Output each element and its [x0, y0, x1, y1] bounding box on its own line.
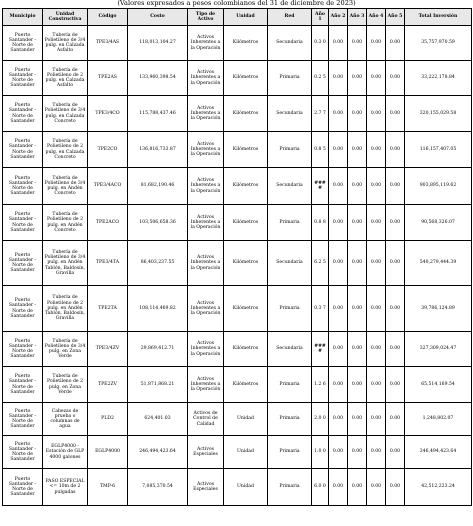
cell-municipio: Puerto Santander - Norte de Santander — [3, 403, 43, 436]
table-row — [3, 205, 472, 241]
cell-costo: 624,401.03 — [128, 403, 188, 436]
cell-ano-4: 0.00 — [367, 61, 386, 96]
header-unidad-constructiva: Unidad Constructiva — [43, 9, 88, 26]
cell-ano-4: 0.00 — [367, 96, 386, 132]
cell-unidad-constructiva: Tubería de Polietileno de 3/4 pulg. en Andén Tablón, Baldosín, Gravilla — [43, 241, 88, 286]
cell-total-inversion: 65,514,169.54 — [405, 367, 472, 403]
cell-tipo-activo: Activos Inherentes a la Operación — [188, 367, 224, 403]
header-codigo: Código — [88, 9, 128, 26]
cell-ano-2: 0.00 — [329, 469, 348, 506]
cell-tipo-activo: Activos Inherentes a la Operación — [188, 61, 224, 96]
table-row — [3, 132, 472, 168]
cell-total-inversion: 246,494,423.64 — [405, 436, 472, 469]
cell-municipio: Puerto Santander - Norte de Santander — [3, 469, 43, 506]
header-tipo-activo: Tipo de Activo — [188, 9, 224, 26]
cell-unidad-constructiva: Tubería de Polietileno de 3/4 pulg. en Calzada Asfalto — [43, 26, 88, 61]
cell-municipio: Puerto Santander - Norte de Santander — [3, 436, 43, 469]
cell-costo: 108,114,469.82 — [128, 286, 188, 332]
cell-ano-1: 2.0 0 — [312, 403, 329, 436]
cell-unidad: Kilómetros — [224, 96, 268, 132]
cell-ano-3: 0.00 — [348, 367, 367, 403]
cell-ano-2: 0.00 — [329, 26, 348, 61]
table-row — [3, 286, 472, 332]
cell-unidad-constructiva: PASO ESPECIAL <= 10m de 2 pulgadas — [43, 469, 88, 506]
header-ano-2: Año 2 — [329, 9, 348, 26]
cell-unidad: Kilómetros — [224, 205, 268, 241]
cell-red: Primaria — [268, 367, 312, 403]
cell-total-inversion: 116,157,407.05 — [405, 132, 472, 168]
header-row — [3, 9, 472, 26]
header-ano-3: Año 3 — [348, 9, 367, 26]
cell-ano-4: 0.00 — [367, 469, 386, 506]
cell-tipo-activo: Activos Inherentes a la Operación — [188, 205, 224, 241]
cell-ano-5: 0.00 — [386, 205, 405, 241]
cell-ano-2: 0.00 — [329, 367, 348, 403]
cell-total-inversion: 903,895,119.62 — [405, 168, 472, 205]
table-body — [3, 26, 472, 506]
cell-codigo: PLD2 — [88, 403, 128, 436]
cell-ano-5: 0.00 — [386, 332, 405, 367]
cell-ano-5: 0.00 — [386, 241, 405, 286]
cell-ano-4: 0.00 — [367, 26, 386, 61]
cell-unidad-constructiva: Tubería de Polietileno de 3/4 pulg. en Andén Concreto — [43, 168, 88, 205]
cell-total-inversion: 540,279,444.39 — [405, 241, 472, 286]
cell-ano-4: 0.00 — [367, 403, 386, 436]
cell-ano-2: 0.00 — [329, 241, 348, 286]
cell-municipio: Puerto Santander - Norte de Santander — [3, 26, 43, 61]
cell-ano-1: 6.2 5 — [312, 241, 329, 286]
table-row — [3, 96, 472, 132]
cell-unidad: Kilómetros — [224, 286, 268, 332]
cell-ano-4: 0.00 — [367, 286, 386, 332]
cell-total-inversion: 90,568,326.07 — [405, 205, 472, 241]
cell-codigo: TPE3/4ZV — [88, 332, 128, 367]
cell-codigo: TPE3/4ACO — [88, 168, 128, 205]
cell-codigo: EGLP4000 — [88, 436, 128, 469]
cell-ano-1: ### # — [312, 168, 329, 205]
cell-costo: 7,085,370.54 — [128, 469, 188, 506]
cell-ano-3: 0.00 — [348, 168, 367, 205]
table-row — [3, 168, 472, 205]
cell-municipio: Puerto Santander - Norte de Santander — [3, 205, 43, 241]
table-row — [3, 61, 472, 96]
cell-ano-2: 0.00 — [329, 132, 348, 168]
cell-ano-4: 0.00 — [367, 436, 386, 469]
cell-tipo-activo: Activos Inherentes a la Operación — [188, 132, 224, 168]
cell-ano-3: 0.00 — [348, 436, 367, 469]
cell-codigo: TPE3/4TA — [88, 241, 128, 286]
cell-total-inversion: 1,248,802.07 — [405, 403, 472, 436]
table-row — [3, 436, 472, 469]
cell-municipio: Puerto Santander - Norte de Santander — [3, 332, 43, 367]
cell-municipio: Puerto Santander - Norte de Santander — [3, 286, 43, 332]
cell-codigo: TPE2CO — [88, 132, 128, 168]
cell-codigo: TPE2ACO — [88, 205, 128, 241]
cell-ano-3: 0.00 — [348, 332, 367, 367]
cell-ano-4: 0.00 — [367, 168, 386, 205]
cell-ano-5: 0.00 — [386, 26, 405, 61]
cell-ano-1: 0.8 8 — [312, 205, 329, 241]
cell-tipo-activo: Activos Inherentes a la Operación — [188, 241, 224, 286]
cell-unidad: Kilómetros — [224, 61, 268, 96]
cell-ano-4: 0.00 — [367, 332, 386, 367]
cell-ano-5: 0.00 — [386, 436, 405, 469]
cell-codigo: TPE2AS — [88, 61, 128, 96]
cell-municipio: Puerto Santander - Norte de Santander — [3, 61, 43, 96]
table-caption: (Valores expresados a pesos colombianos del 31 de diciembre de 2023) — [117, 0, 356, 7]
cell-ano-3: 0.00 — [348, 286, 367, 332]
header-ano-5: Año 5 — [386, 9, 405, 26]
cell-unidad: Kilómetros — [224, 132, 268, 168]
table-row — [3, 26, 472, 61]
cell-ano-1: 0.8 5 — [312, 132, 329, 168]
cell-ano-3: 0.00 — [348, 61, 367, 96]
header-ano-4: Año 4 — [367, 9, 386, 26]
table-row — [3, 332, 472, 367]
cell-ano-2: 0.00 — [329, 332, 348, 367]
cell-red: Primaria — [268, 132, 312, 168]
header-red: Red — [268, 9, 312, 26]
cell-unidad: Kilómetros — [224, 332, 268, 367]
cell-ano-5: 0.00 — [386, 403, 405, 436]
cell-codigo: TPE3/4CO — [88, 96, 128, 132]
cell-red: Primaria — [268, 286, 312, 332]
cell-unidad-constructiva: Tubería de Polietileno de 3/4 pulg. en Calzada Concreto — [43, 96, 88, 132]
cell-ano-1: 0.2 5 — [312, 61, 329, 96]
cell-ano-3: 0.00 — [348, 96, 367, 132]
cell-unidad-constructiva: Tubería de Polietileno de 2 pulg. en Andén Tablón, Baldosín, Gravilla — [43, 286, 88, 332]
cell-unidad: Kilómetros — [224, 367, 268, 403]
cell-ano-4: 0.00 — [367, 132, 386, 168]
cell-costo: 246,494,423.64 — [128, 436, 188, 469]
cell-ano-4: 0.00 — [367, 367, 386, 403]
cell-costo: 103,506,658.36 — [128, 205, 188, 241]
cell-unidad-constructiva: Tubería de Polietileno de 2 pulg. en Zona Verde — [43, 367, 88, 403]
cell-ano-5: 0.00 — [386, 367, 405, 403]
cell-ano-2: 0.00 — [329, 436, 348, 469]
header-costo: Costo — [128, 9, 188, 26]
cell-ano-1: 0.3 0 — [312, 26, 329, 61]
cell-ano-2: 0.00 — [329, 403, 348, 436]
cell-unidad: Kilómetros — [224, 241, 268, 286]
cell-ano-3: 0.00 — [348, 132, 367, 168]
cell-ano-3: 0.00 — [348, 403, 367, 436]
cell-red: Primaria — [268, 403, 312, 436]
table-row — [3, 367, 472, 403]
header-ano-1: Año 1 — [312, 9, 329, 26]
cell-ano-5: 0.00 — [386, 286, 405, 332]
cell-total-inversion: 39,786,124.89 — [405, 286, 472, 332]
cell-ano-1: 2.7 7 — [312, 96, 329, 132]
cell-ano-2: 0.00 — [329, 96, 348, 132]
cell-ano-2: 0.00 — [329, 286, 348, 332]
cell-red: Secundaria — [268, 168, 312, 205]
cell-codigo: TPE3/4AS — [88, 26, 128, 61]
cell-municipio: Puerto Santander - Norte de Santander — [3, 96, 43, 132]
cell-red: Secundaria — [268, 96, 312, 132]
cell-red: Secundaria — [268, 241, 312, 286]
cell-red: Primaria — [268, 61, 312, 96]
cell-municipio: Puerto Santander - Norte de Santander — [3, 367, 43, 403]
header-total-inversion: Total Inversión — [405, 9, 472, 26]
cell-unidad: Unidad — [224, 403, 268, 436]
cell-unidad-constructiva: Tubería de Polietileno de 2 pulg. en Calzada Asfalto — [43, 61, 88, 96]
cell-ano-5: 0.00 — [386, 96, 405, 132]
cell-ano-2: 0.00 — [329, 61, 348, 96]
cell-tipo-activo: Activos Especiales — [188, 469, 224, 506]
cell-total-inversion: 320,155,029.58 — [405, 96, 472, 132]
cell-ano-5: 0.00 — [386, 61, 405, 96]
header-unidad: Unidad — [224, 9, 268, 26]
cell-unidad-constructiva: Cabezas de prueba o columnas de agua — [43, 403, 88, 436]
cell-ano-5: 0.00 — [386, 469, 405, 506]
cell-costo: 133,960,398.54 — [128, 61, 188, 96]
cell-costo: 115,788,437.46 — [128, 96, 188, 132]
cell-red: Secundaria — [268, 26, 312, 61]
cell-tipo-activo: Activos Inherentes a la Operación — [188, 96, 224, 132]
cell-ano-5: 0.00 — [386, 132, 405, 168]
cell-tipo-activo: Activos Inherentes a la Operación — [188, 168, 224, 205]
investment-table — [2, 8, 472, 506]
cell-unidad-constructiva: Tubería de Polietileno de 3/4 pulg. en Zona Verde — [43, 332, 88, 367]
table-row — [3, 241, 472, 286]
cell-costo: 81,682,190.46 — [128, 168, 188, 205]
cell-costo: 118,013,104.27 — [128, 26, 188, 61]
cell-red: Primaria — [268, 205, 312, 241]
cell-costo: 86,403,237.55 — [128, 241, 188, 286]
cell-unidad: Kilómetros — [224, 26, 268, 61]
cell-costo: 51,871,868.21 — [128, 367, 188, 403]
header-municipio: Municipio — [3, 9, 43, 26]
cell-unidad: Kilómetros — [224, 168, 268, 205]
cell-total-inversion: 327,309,024.47 — [405, 332, 472, 367]
cell-ano-1: 0.3 7 — [312, 286, 329, 332]
cell-total-inversion: 35,757,970.59 — [405, 26, 472, 61]
cell-ano-2: 0.00 — [329, 168, 348, 205]
cell-costo: 136,816,733.87 — [128, 132, 188, 168]
cell-codigo: TPE2TA — [88, 286, 128, 332]
cell-tipo-activo: Activos Especiales — [188, 436, 224, 469]
cell-unidad-constructiva: Tubería de Polietileno de 2 pulg. en Andén Concreto — [43, 205, 88, 241]
cell-ano-1: 1.0 0 — [312, 436, 329, 469]
cell-ano-1: 6.0 0 — [312, 469, 329, 506]
cell-total-inversion: 42,512,223.24 — [405, 469, 472, 506]
cell-municipio: Puerto Santander - Norte de Santander — [3, 241, 43, 286]
cell-unidad: Unidad — [224, 469, 268, 506]
cell-tipo-activo: Activos de Control de Calidad — [188, 403, 224, 436]
cell-ano-3: 0.00 — [348, 26, 367, 61]
table-row — [3, 469, 472, 506]
cell-ano-4: 0.00 — [367, 241, 386, 286]
cell-municipio: Puerto Santander - Norte de Santander — [3, 132, 43, 168]
cell-ano-3: 0.00 — [348, 241, 367, 286]
cell-municipio: Puerto Santander - Norte de Santander — [3, 168, 43, 205]
cell-ano-1: 1.2 6 — [312, 367, 329, 403]
cell-unidad: Unidad — [224, 436, 268, 469]
cell-tipo-activo: Activos Inherentes a la Operación — [188, 332, 224, 367]
cell-ano-2: 0.00 — [329, 205, 348, 241]
cell-unidad-constructiva: Tubería de Polietileno de 2 pulg. en Calzada Concreto — [43, 132, 88, 168]
cell-codigo: TPE2ZV — [88, 367, 128, 403]
cell-ano-1: ### # — [312, 332, 329, 367]
table-row — [3, 403, 472, 436]
cell-costo: 29,869,412.71 — [128, 332, 188, 367]
cell-total-inversion: 33,222,178.84 — [405, 61, 472, 96]
cell-unidad-constructiva: EGLP4000 - Estación de GLP 4000 galones — [43, 436, 88, 469]
cell-red: Primaria — [268, 469, 312, 506]
cell-tipo-activo: Activos Inherentes a la Operación — [188, 286, 224, 332]
cell-tipo-activo: Activos Inherentes a la Operación — [188, 26, 224, 61]
cell-ano-4: 0.00 — [367, 205, 386, 241]
cell-ano-3: 0.00 — [348, 205, 367, 241]
cell-ano-5: 0.00 — [386, 168, 405, 205]
cell-red: Secundaria — [268, 332, 312, 367]
cell-ano-3: 0.00 — [348, 469, 367, 506]
cell-red: Primaria — [268, 436, 312, 469]
cell-codigo: TMP-6 — [88, 469, 128, 506]
